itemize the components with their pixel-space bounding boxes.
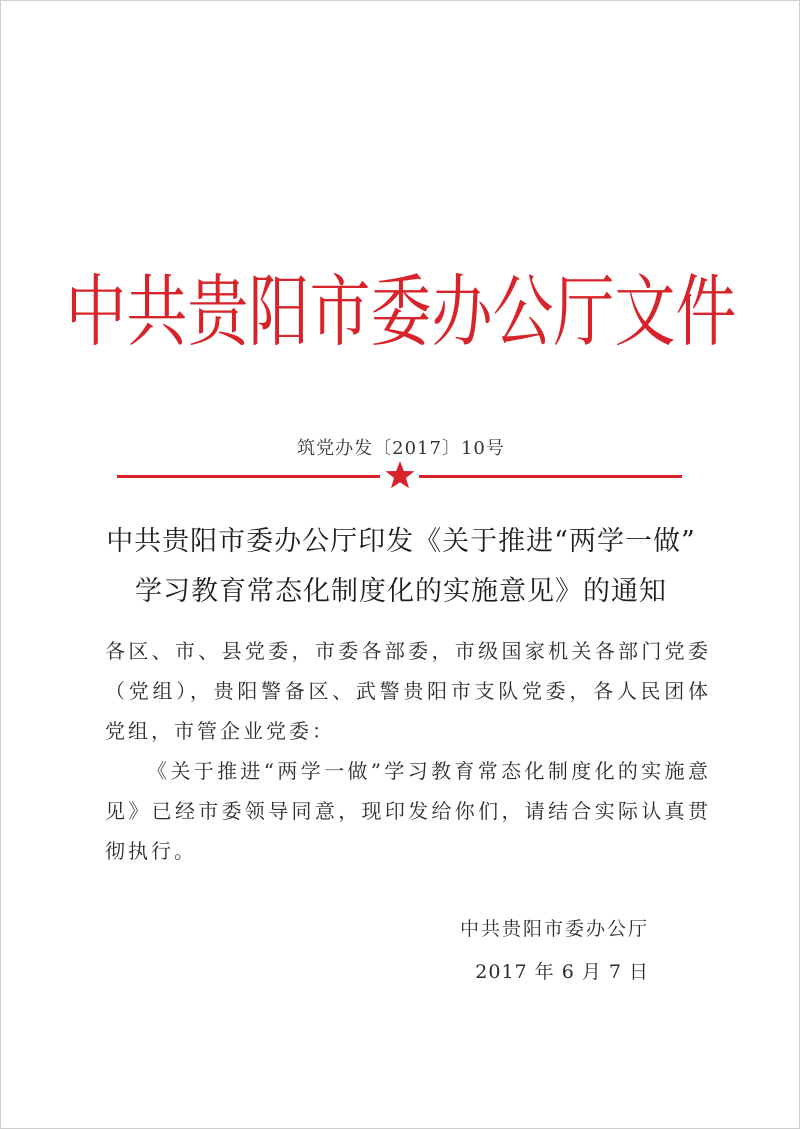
content-paragraph: 《关于推进“两学一做”学习教育常态化制度化的实施意见》已经市委领导同意，现印发给你们，请结合实际认真贯彻执行。 <box>105 759 711 863</box>
header-divider-left <box>117 475 380 478</box>
header-divider-right <box>419 475 682 478</box>
document-header-title: 中共贵阳市委办公厅文件 <box>65 266 737 358</box>
notice-title-line-1: 中共贵阳市委办公厅印发《关于推进“两学一做” <box>106 526 696 557</box>
document-number: 筑党办发〔2017〕10号 <box>297 438 505 459</box>
notice-title-line-2: 学习教育常态化制度化的实施意见》的通知 <box>135 576 667 607</box>
notice-title <box>61 517 741 617</box>
recipients-paragraph: 各区、市、县党委，市委各部委，市级国家机关各部门党委（党组），贵阳警备区、武警贵阳市支队党委，各人民团体党组，市管企业党委： <box>105 639 711 743</box>
issuer-signature: 中共贵阳市委办公厅 <box>459 918 649 940</box>
issue-date: 2017 年 6 月 7 日 <box>475 961 649 983</box>
star-icon <box>384 459 416 491</box>
